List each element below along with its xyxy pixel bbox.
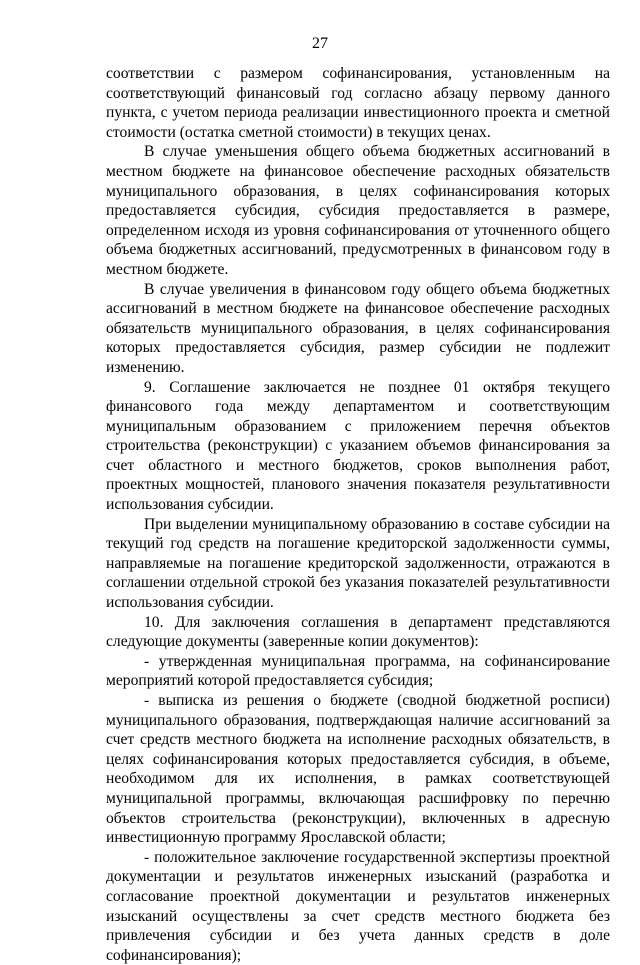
paragraph-continuation: соответствии с размером софинансирования, установленным на соответствующий финансовый год согласно абзацу первому данного пункта, с учетом периода реализации инвестиционного проекта и сметной стоимости (остатка сметной стоимости) в текущих ценах. bbox=[106, 65, 610, 141]
paragraph-item-10-documents: 10. Для заключения соглашения в департамент представляются следующие документы (заверенные копии документов): bbox=[106, 613, 610, 651]
paragraph-budget-decrease: В случае уменьшения общего объема бюджетных ассигнований в местном бюджете на финансовое обеспечение расходных обязательств муниципального образования, в целях софинансирования которых предоставляется субсидия, субсидия предоставляется в размере, определенном исходя из уровня софинансирования от уточненного общего объема бюджетных ассигнований, предусмотренных в финансовом году в местном бюджете. bbox=[106, 143, 610, 278]
page-number: 27 bbox=[312, 35, 328, 52]
document-body bbox=[106, 64, 610, 965]
list-item-expert-conclusion: - положительное заключение государственной экспертизы проектной документации и результатов инженерных изысканий (разработка и согласование проектной документации и результатов инженерных изысканий осуществлены за счет средств местного бюджета без привлечения субсидии и без учета данных средств в доле софинансирования); bbox=[106, 848, 610, 964]
paragraph-creditor-debt: При выделении муниципальному образованию в составе субсидии на текущий год средств на погашение кредиторской задолженности суммы, направляемые на погашение кредиторской задолженности, отражаются в соглашении отдельной строкой без указания показателей результативности использования субсидии. bbox=[106, 515, 610, 612]
list-item-municipal-program: - утвержденная муниципальная программа, на софинансирование мероприятий которой предоставляется субсидия; bbox=[106, 652, 610, 690]
paragraph-budget-increase: В случае увеличения в финансовом году общего объема бюджетных ассигнований в местном бюджете на финансовое обеспечение расходных обязательств муниципального образования, в целях софинансирования которых предоставляется субсидия, размер субсидии не подлежит изменению. bbox=[106, 280, 610, 376]
list-item-budget-extract: - выписка из решения о бюджете (сводной бюджетной росписи) муниципального образования, подтверждающая наличие ассигнований за счет средств местного бюджета на исполнение расходных обязательств, в целях софинансирования которых предоставляется субсидия, в объеме, необходимом для их исполнения, в рамках соответствующей муниципальной программы, включающая расшифровку по перечню объектов строительства (реконструкции), включенных в адресную инвестиционную программу Ярославской области; bbox=[106, 692, 610, 847]
paragraph-item-9-agreement: 9. Соглашение заключается не позднее 01 октября текущего финансового года между департаментом и соответствующим муниципальным образованием с приложением перечня объектов строительства (реконструкции) с указанием объемов финансирования за счет областного и местного бюджетов, сроков выполнения работ, проектных мощностей, планового значения показателя результативности использования субсидии. bbox=[106, 378, 610, 514]
